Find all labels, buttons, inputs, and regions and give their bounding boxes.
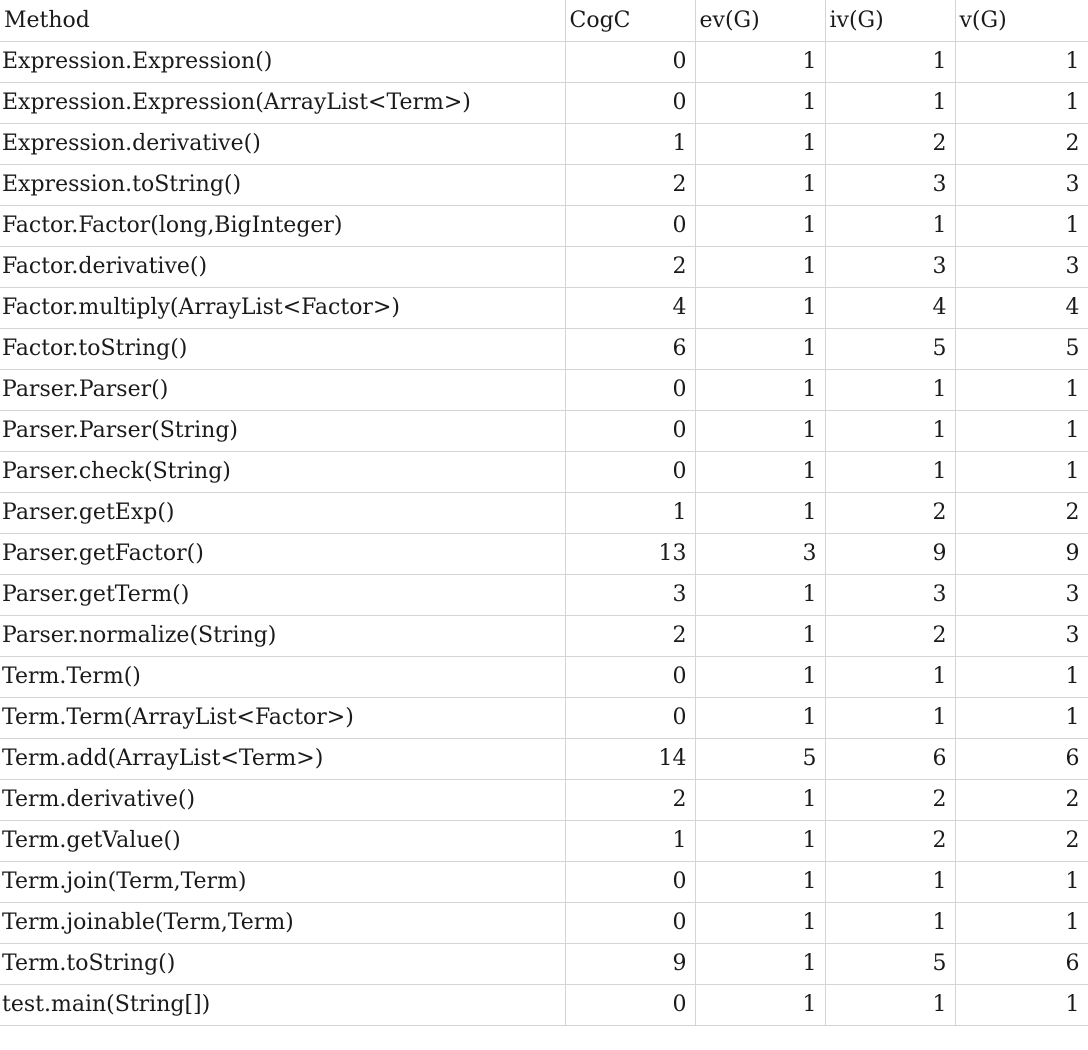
ev-cell: 1 — [695, 287, 825, 328]
table-row — [0, 943, 1088, 984]
cogc-cell: 0 — [565, 984, 695, 1025]
table-row — [0, 615, 1088, 656]
ev-cell: 1 — [695, 656, 825, 697]
ev-cell: 1 — [695, 943, 825, 984]
method-cell: Parser.check(String) — [0, 451, 565, 492]
method-cell: Parser.normalize(String) — [0, 615, 565, 656]
iv-cell: 6 — [825, 738, 955, 779]
v-cell: 1 — [955, 369, 1088, 410]
iv-cell: 3 — [825, 246, 955, 287]
iv-cell: 4 — [825, 287, 955, 328]
ev-cell: 1 — [695, 410, 825, 451]
table-row — [0, 861, 1088, 902]
ev-cell: 1 — [695, 861, 825, 902]
iv-cell: 1 — [825, 697, 955, 738]
ev-cell: 1 — [695, 205, 825, 246]
v-cell: 6 — [955, 738, 1088, 779]
column-header-ev: ev(G) — [695, 0, 825, 41]
method-cell: Term.getValue() — [0, 820, 565, 861]
method-cell: Term.toString() — [0, 943, 565, 984]
cogc-cell: 0 — [565, 41, 695, 82]
method-cell: Expression.Expression(ArrayList<Term>) — [0, 82, 565, 123]
cogc-cell: 0 — [565, 410, 695, 451]
cogc-cell: 2 — [565, 246, 695, 287]
ev-cell: 1 — [695, 615, 825, 656]
table-row — [0, 738, 1088, 779]
v-cell: 1 — [955, 656, 1088, 697]
v-cell: 1 — [955, 451, 1088, 492]
method-cell: test.main(String[]) — [0, 984, 565, 1025]
v-cell: 5 — [955, 328, 1088, 369]
v-cell: 3 — [955, 164, 1088, 205]
ev-cell: 1 — [695, 82, 825, 123]
iv-cell: 1 — [825, 41, 955, 82]
ev-cell: 1 — [695, 902, 825, 943]
iv-cell: 3 — [825, 574, 955, 615]
cogc-cell: 0 — [565, 656, 695, 697]
table-row — [0, 205, 1088, 246]
cogc-cell: 0 — [565, 451, 695, 492]
cogc-cell: 2 — [565, 164, 695, 205]
header-row — [0, 0, 1088, 41]
cogc-cell: 14 — [565, 738, 695, 779]
cogc-cell: 1 — [565, 492, 695, 533]
ev-cell: 1 — [695, 246, 825, 287]
table-row — [0, 656, 1088, 697]
ev-cell: 1 — [695, 328, 825, 369]
table-row — [0, 533, 1088, 574]
method-cell: Term.join(Term,Term) — [0, 861, 565, 902]
table-row — [0, 779, 1088, 820]
table-row — [0, 287, 1088, 328]
ev-cell: 1 — [695, 123, 825, 164]
cogc-cell: 2 — [565, 779, 695, 820]
column-header-v: v(G) — [955, 0, 1088, 41]
column-header-method: Method — [0, 0, 565, 41]
table-row — [0, 984, 1088, 1025]
ev-cell: 1 — [695, 779, 825, 820]
v-cell: 3 — [955, 574, 1088, 615]
v-cell: 2 — [955, 779, 1088, 820]
v-cell: 4 — [955, 287, 1088, 328]
v-cell: 1 — [955, 902, 1088, 943]
method-cell: Term.Term() — [0, 656, 565, 697]
method-cell: Parser.getExp() — [0, 492, 565, 533]
iv-cell: 1 — [825, 82, 955, 123]
cogc-cell: 0 — [565, 369, 695, 410]
iv-cell: 5 — [825, 328, 955, 369]
table-body — [0, 41, 1088, 1025]
cogc-cell: 0 — [565, 861, 695, 902]
iv-cell: 1 — [825, 410, 955, 451]
iv-cell: 1 — [825, 451, 955, 492]
iv-cell: 1 — [825, 984, 955, 1025]
iv-cell: 2 — [825, 820, 955, 861]
method-cell: Factor.Factor(long,BigInteger) — [0, 205, 565, 246]
cogc-cell: 0 — [565, 902, 695, 943]
v-cell: 3 — [955, 246, 1088, 287]
v-cell: 1 — [955, 41, 1088, 82]
ev-cell: 1 — [695, 492, 825, 533]
ev-cell: 3 — [695, 533, 825, 574]
v-cell: 2 — [955, 123, 1088, 164]
method-cell: Expression.derivative() — [0, 123, 565, 164]
v-cell: 9 — [955, 533, 1088, 574]
cogc-cell: 9 — [565, 943, 695, 984]
cogc-cell: 4 — [565, 287, 695, 328]
table-row — [0, 902, 1088, 943]
ev-cell: 1 — [695, 697, 825, 738]
table-row — [0, 246, 1088, 287]
ev-cell: 5 — [695, 738, 825, 779]
method-cell: Parser.getFactor() — [0, 533, 565, 574]
iv-cell: 2 — [825, 779, 955, 820]
table-row — [0, 574, 1088, 615]
table-row — [0, 369, 1088, 410]
v-cell: 1 — [955, 205, 1088, 246]
table-row — [0, 328, 1088, 369]
iv-cell: 5 — [825, 943, 955, 984]
v-cell: 1 — [955, 697, 1088, 738]
iv-cell: 1 — [825, 205, 955, 246]
iv-cell: 2 — [825, 615, 955, 656]
table-row — [0, 41, 1088, 82]
iv-cell: 1 — [825, 902, 955, 943]
iv-cell: 2 — [825, 492, 955, 533]
v-cell: 1 — [955, 410, 1088, 451]
v-cell: 3 — [955, 615, 1088, 656]
v-cell: 1 — [955, 861, 1088, 902]
v-cell: 1 — [955, 82, 1088, 123]
cogc-cell: 13 — [565, 533, 695, 574]
iv-cell: 1 — [825, 656, 955, 697]
cogc-cell: 6 — [565, 328, 695, 369]
ev-cell: 1 — [695, 574, 825, 615]
method-cell: Term.Term(ArrayList<Factor>) — [0, 697, 565, 738]
cogc-cell: 3 — [565, 574, 695, 615]
method-cell: Parser.Parser(String) — [0, 410, 565, 451]
iv-cell: 3 — [825, 164, 955, 205]
table-row — [0, 492, 1088, 533]
iv-cell: 1 — [825, 369, 955, 410]
iv-cell: 1 — [825, 861, 955, 902]
column-header-cogc: CogC — [565, 0, 695, 41]
method-cell: Factor.derivative() — [0, 246, 565, 287]
method-cell: Term.joinable(Term,Term) — [0, 902, 565, 943]
cogc-cell: 2 — [565, 615, 695, 656]
ev-cell: 1 — [695, 164, 825, 205]
cogc-cell: 1 — [565, 123, 695, 164]
v-cell: 1 — [955, 984, 1088, 1025]
method-cell: Factor.multiply(ArrayList<Factor>) — [0, 287, 565, 328]
method-cell: Parser.Parser() — [0, 369, 565, 410]
ev-cell: 1 — [695, 820, 825, 861]
v-cell: 2 — [955, 820, 1088, 861]
iv-cell: 2 — [825, 123, 955, 164]
iv-cell: 9 — [825, 533, 955, 574]
table-row — [0, 697, 1088, 738]
table-row — [0, 451, 1088, 492]
cogc-cell: 0 — [565, 697, 695, 738]
cogc-cell: 0 — [565, 205, 695, 246]
method-cell: Expression.Expression() — [0, 41, 565, 82]
v-cell: 6 — [955, 943, 1088, 984]
v-cell: 2 — [955, 492, 1088, 533]
method-cell: Expression.toString() — [0, 164, 565, 205]
ev-cell: 1 — [695, 451, 825, 492]
table-row — [0, 82, 1088, 123]
cogc-cell: 1 — [565, 820, 695, 861]
method-cell: Factor.toString() — [0, 328, 565, 369]
ev-cell: 1 — [695, 369, 825, 410]
ev-cell: 1 — [695, 41, 825, 82]
table-row — [0, 164, 1088, 205]
method-cell: Parser.getTerm() — [0, 574, 565, 615]
table-row — [0, 410, 1088, 451]
column-header-iv: iv(G) — [825, 0, 955, 41]
ev-cell: 1 — [695, 984, 825, 1025]
method-cell: Term.add(ArrayList<Term>) — [0, 738, 565, 779]
cogc-cell: 0 — [565, 82, 695, 123]
table-row — [0, 820, 1088, 861]
method-cell: Term.derivative() — [0, 779, 565, 820]
table-row — [0, 123, 1088, 164]
